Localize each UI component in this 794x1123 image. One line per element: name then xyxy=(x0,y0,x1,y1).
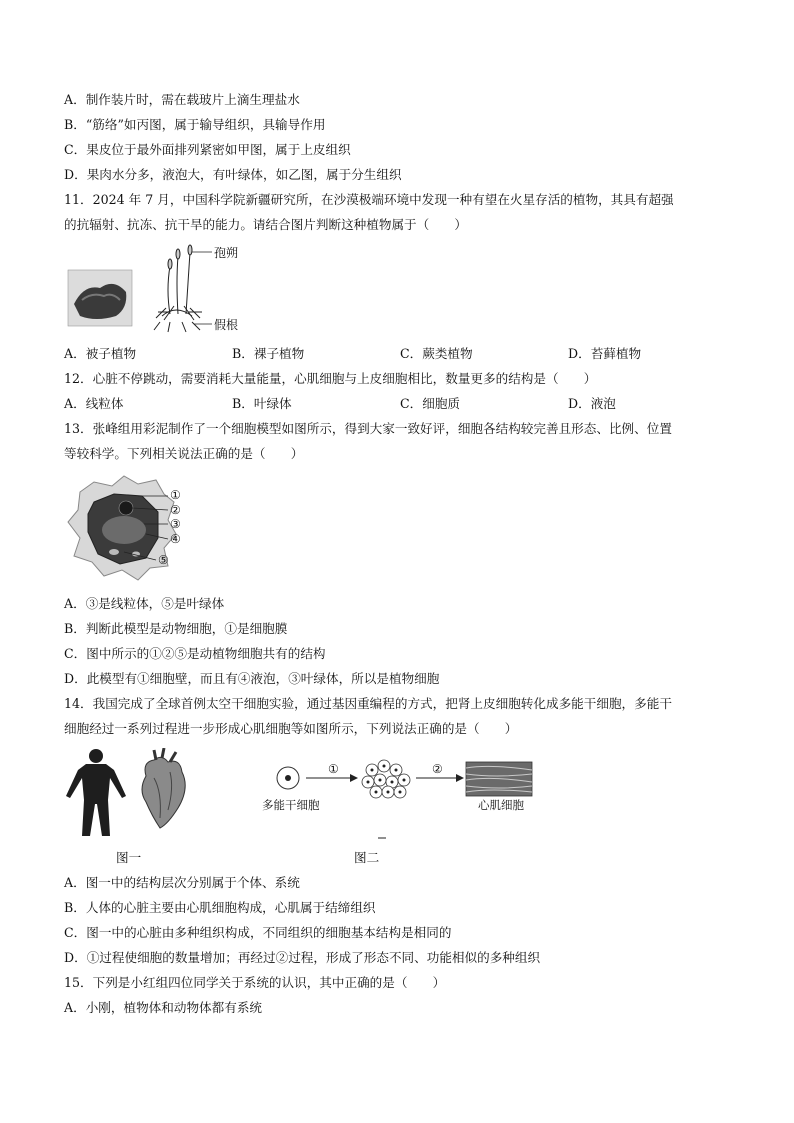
q11-stem-line1: 11．2024 年 7 月，中国科学院新疆研究所，在沙漠极端环境中发现一种有望在火星存活的植物，其具有超强 xyxy=(64,192,674,207)
prev-option-d: D．果肉水分多，液泡大，有叶绿体，如乙图，属于分生组织 xyxy=(64,167,402,182)
q14-option-a[interactable]: A．图一中的结构层次分别属于个体、系统 xyxy=(64,875,300,890)
cell-label-4: ④ xyxy=(170,532,181,546)
q14-stem-line1: 14．我国完成了全球首例太空干细胞实验，通过基因重编程的方式，把肾上皮细胞转化成多能干细胞，多能干 xyxy=(64,696,672,711)
cardiac-tissue-shape xyxy=(466,762,532,796)
nucleus-shape xyxy=(119,501,133,515)
figure-one-caption: 图一 xyxy=(116,850,142,865)
q14-figure-two xyxy=(260,752,536,844)
q13-option-d[interactable]: D．此模型有①细胞壁，而且有④液泡，③叶绿体，所以是植物细胞 xyxy=(64,671,440,686)
q15-option-a[interactable]: A．小刚，植物体和动物体都有系统 xyxy=(64,1000,263,1015)
fig2-step-2-label: ② xyxy=(432,762,443,776)
q14-stem-line2: 细胞经过一系列过程进一步形成心肌细胞等如图所示，下列说法正确的是（ ） xyxy=(64,721,518,736)
fig2-cardiac-cell-label: 心肌细胞 xyxy=(478,798,524,812)
cell-label-2: ② xyxy=(170,503,181,517)
q14-option-c[interactable]: C．图一中的心脏由多种组织构成，不同组织的细胞基本结构是相同的 xyxy=(64,925,452,940)
fig2-step-1-label: ① xyxy=(328,762,339,776)
q13-cell-model-figure xyxy=(64,472,196,584)
q13-option-c[interactable]: C．图中所示的①②⑤是动植物细胞共有的结构 xyxy=(64,646,326,661)
vacuole-shape xyxy=(102,516,146,544)
q11-stem-line2: 的抗辐射、抗冻、抗干旱的能力。请结合图片判断这种植物属于（ ） xyxy=(64,217,467,232)
prev-option-a: A．制作装片时，需在载玻片上滴生理盐水 xyxy=(64,92,300,107)
q14-option-b[interactable]: B．人体的心脏主要由心肌细胞构成，心肌属于结缔组织 xyxy=(64,900,376,915)
q12-option-c[interactable]: C．细胞质 xyxy=(400,396,461,411)
fig2-stem-cell-label: 多能干细胞 xyxy=(262,798,320,812)
q12-option-b[interactable]: B．叶绿体 xyxy=(232,396,292,411)
q11-figure xyxy=(66,242,266,334)
cell-label-5: ⑤ xyxy=(158,553,169,567)
figure-two-caption: 图二 xyxy=(354,850,380,865)
q14-option-d[interactable]: D．①过程使细胞的数量增加；再经过②过程，形成了形态不同、功能相似的多种组织 xyxy=(64,950,541,965)
human-body-silhouette xyxy=(66,749,126,836)
q11-option-c[interactable]: C．蕨类植物 xyxy=(400,346,473,361)
human-and-heart-illustration xyxy=(62,748,198,840)
cell-label-1: ① xyxy=(170,488,181,502)
q12-stem: 12．心脏不停跳动，需要消耗大量能量，心肌细胞与上皮细胞相比，数量更多的结构是（ ） xyxy=(64,371,597,386)
q13-option-a[interactable]: A．③是线粒体，⑤是叶绿体 xyxy=(64,596,225,611)
q11-option-a[interactable]: A．被子植物 xyxy=(64,346,137,361)
q11-label-capsule: 孢朔 xyxy=(214,246,239,260)
cell-label-3: ③ xyxy=(170,517,181,531)
q13-option-b[interactable]: B．判断此模型是动物细胞，①是细胞膜 xyxy=(64,621,288,636)
q11-option-d[interactable]: D．苔藓植物 xyxy=(568,346,642,361)
q12-option-d[interactable]: D．液泡 xyxy=(568,396,616,411)
q13-stem-line1: 13．张峰组用彩泥制作了一个细胞模型如图所示，得到大家一致好评，细胞各结构较完善且形态、比例、位置 xyxy=(64,421,672,436)
cell-cluster-shape xyxy=(362,760,410,798)
q11-option-b[interactable]: B．裸子植物 xyxy=(232,346,305,361)
q11-label-rhizoid: 假根 xyxy=(214,318,239,332)
q13-stem-line2: 等较科学。下列相关说法正确的是（ ） xyxy=(64,446,304,461)
prev-option-c: C．果皮位于最外面排列紧密如甲图，属于上皮组织 xyxy=(64,142,351,157)
q14-figure-one xyxy=(62,748,198,840)
heart-illustration xyxy=(142,748,185,828)
moss-drawing xyxy=(154,245,202,332)
q12-option-a[interactable]: A．线粒体 xyxy=(64,396,124,411)
q15-stem: 15．下列是小红组四位同学关于系统的认识，其中正确的是（ ） xyxy=(64,975,446,990)
prev-option-b: B．“筋络”如丙图，属于输导组织，具输导作用 xyxy=(64,117,326,132)
